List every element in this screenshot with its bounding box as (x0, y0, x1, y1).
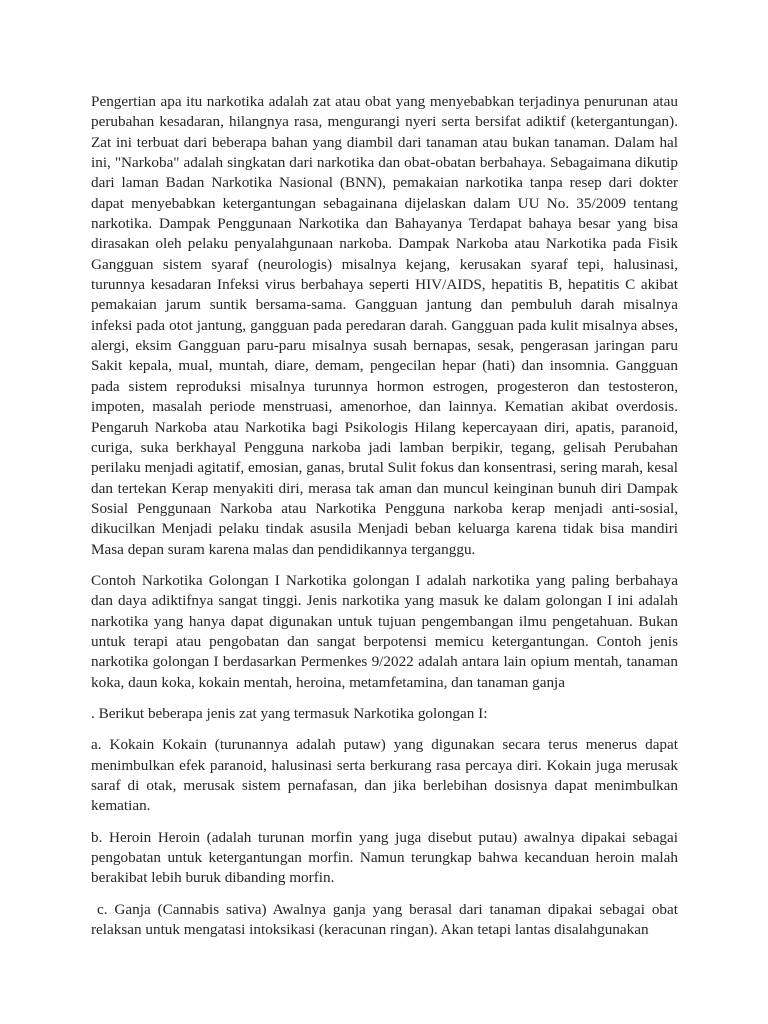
paragraph-ganja: c. Ganja (Cannabis sativa) Awalnya ganja yang berasal dari tanaman dipakai sebagai obat relaksan untuk mengatasi intoksikasi (keracunan ringan). Akan tetapi lantas disalahgunakan (91, 900, 678, 939)
paragraph-heroin: b. Heroin Heroin (adalah turunan morfin yang juga disebut putau) awalnya dipakai sebagai pengobatan untuk ketergantungan morfin. Namun terungkap bahwa kecanduan heroin malah berakibat lebih buruk dibanding morfin. (91, 828, 678, 887)
paragraph-list-intro: . Berikut beberapa jenis zat yang termasuk Narkotika golongan I: (91, 704, 488, 722)
document-page (91, 92, 678, 951)
paragraph-golongan-i: Contoh Narkotika Golongan I Narkotika golongan I adalah narkotika yang paling berbahaya dan daya adiktifnya sangat tinggi. Jenis narkotika yang masuk ke dalam golongan I ini adalah narkotika yang hanya dapat digunakan untuk tujuan pengembangan ilmu pengetahuan. Bukan untuk terapi atau pengobatan dan sangat berpotensi memicu ketergantungan. Contoh jenis narkotika golongan I berdasarkan Permenkes 9/2022 adalah antara lain opium mentah, tanaman koka, daun koka, kokain mentah, heroina, metamfetamina, dan tanaman ganja (91, 571, 678, 691)
paragraph-kokain: a. Kokain Kokain (turunannya adalah putaw) yang digunakan secara terus menerus dapat menimbulkan efek paranoid, halusinasi serta berkurang rasa percaya diri. Kokain juga merusak saraf di otak, merusak sistem pernafasan, dan jika berlebihan dosisnya dapat menimbulkan kematian. (91, 736, 678, 815)
paragraph-definition: Pengertian apa itu narkotika adalah zat atau obat yang menyebabkan terjadinya penurunan atau perubahan kesadaran, hilangnya rasa, mengurangi nyeri serta bersifat adiktif (ketergantungan). Zat ini terbuat dari beberapa bahan yang diambil dari tanaman atau bukan tanaman. Dalam hal ini, "Narkoba" adalah singkatan dari narkotika dan obat-obatan berbahaya. Sebagaimana dikutip dari laman Badan Narkotika Nasional (BNN), pemakaian narkotika tanpa resep dari dokter dapat menyebabkan ketergantungan sebagainana dijelaskan dalam UU No. 35/2009 tentang narkotika. Dampak Penggunaan Narkotika dan Bahayanya Terdapat bahaya besar yang bisa dirasakan oleh pelaku penyalahgunaan narkoba. Dampak Narkoba atau Narkotika pada Fisik Gangguan sistem syaraf (neurologis) misalnya kejang, kerusakan syaraf tepi, halusinasi, turunnya kesadaran Infeksi virus berbahaya seperti HIV/AIDS, hepatitis B, hepatitis C akibat pemakaian jarum suntik bersama-sama. Gangguan jantung dan pembuluh darah misalnya infeksi pada otot jantung, gangguan pada peredaran darah. Gangguan pada kulit misalnya abses, alergi, eksim Gangguan paru-paru misalnya susah bernapas, sesak, pengerasan jaringan paru Sakit kepala, mual, muntah, diare, demam, pengecilan hepar (hati) dan insomnia. Gangguan pada sistem reproduksi misalnya turunnya hormon estrogen, progesteron dan testosteron, impoten, masalah periode menstruasi, amenorhoe, dan lainnya. Kematian akibat overdosis. Pengaruh Narkoba atau Narkotika bagi Psikologis Hilang kepercayaan diri, apatis, paranoid, curiga, suka berkhayal Pengguna narkoba jadi lamban berpikir, tegang, gelisah Perubahan perilaku menjadi agitatif, emosian, ganas, brutal Sulit fokus dan konsentrasi, sering marah, kesal dan tertekan Kerap menyakiti diri, merasa tak aman dan muncul keinginan bunuh diri Dampak Sosial Penggunaan Narkoba atau Narkotika Pengguna narkoba kerap menjadi anti-sosial, dikucilkan Menjadi pelaku tindak asusila Menjadi beban keluarga karena tidak bisa mandiri Masa depan suram karena malas dan pendidikannya terganggu. (91, 93, 678, 558)
